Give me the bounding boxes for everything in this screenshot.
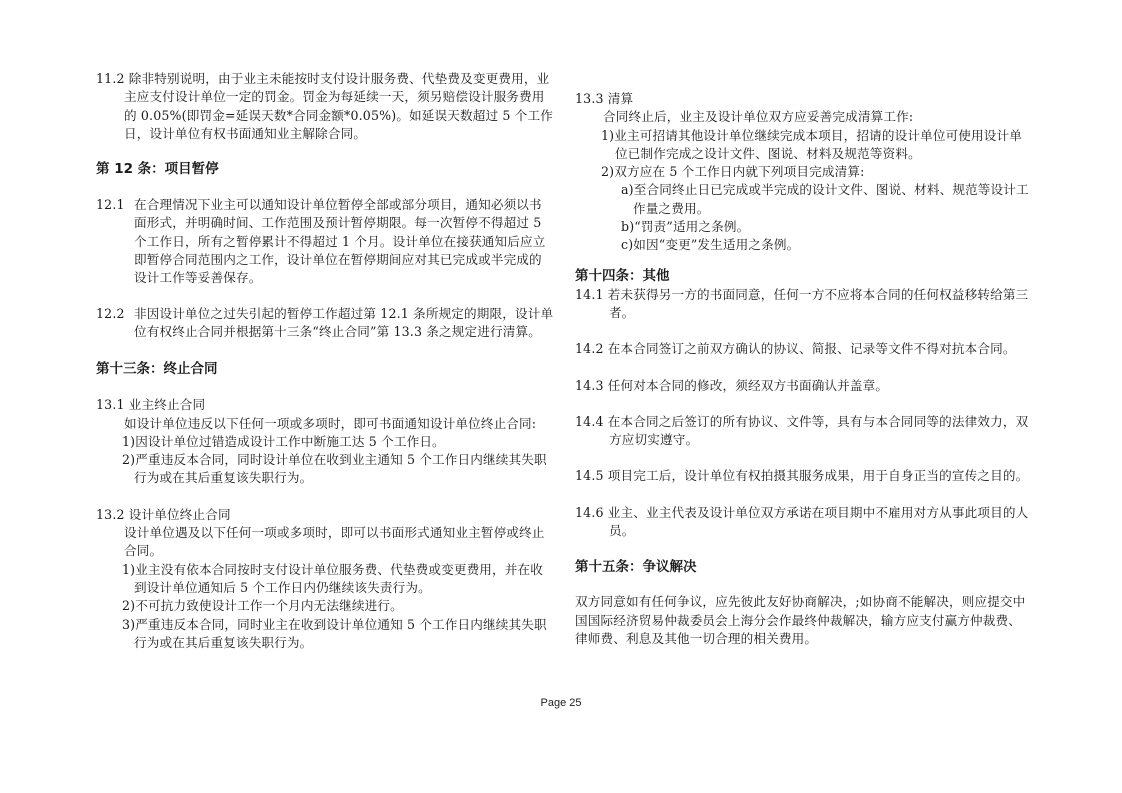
clause-13-3-intro: 合同终止后，业主及设计单位双方应妥善完成清算工作: <box>603 109 914 125</box>
clause-11-2: 11.2 除非特别说明，由于业主未能按时支付设计服务费、代垫费及变更费用，业主应支付设计单位一定的罚金。罚金为每延续一天，须另赔偿设计服务费用的 0.05%(即罚金=延误天数*合同金额*0.05%)。如延误天数超过 5 个工作日，设计单位有权书面通知业主解除合同。 <box>96 71 553 141</box>
clause-13-1-title: 13.1 业主终止合同 <box>96 397 206 413</box>
clause-13-2-item-3: 3)严重违反本合同，同时业主在收到设计单位通知 5 个工作日内继续其失职行为或在其后重复该失职行为。 <box>122 616 547 650</box>
clause-13-1-item-1: 1)因设计单位过错造成设计工作中断施工达 5 个工作日。 <box>122 433 445 449</box>
clause-12-1 <box>96 196 554 287</box>
section-12-heading: 第 12 条：项目暂停 <box>96 161 219 178</box>
left-column <box>96 70 554 652</box>
clause-12-2-number: 12.2 <box>96 305 125 321</box>
clause-13-3-item-2a: a)至合同终止日已完成或半完成的设计文件、图说、材料、规范等设计工作量之费用。 <box>621 182 1029 216</box>
clause-13-3-item-2c: c)如因“变更”发生适用之条例。 <box>621 237 800 253</box>
clause-13-1-item-2: 2)严重违反本合同，同时设计单位在收到业主通知 5 个工作日内继续其失职行为或在其后重复该失职行为。 <box>122 452 547 486</box>
clause-13-2-item-2: 2)不可抗力致使设计工作一个月内无法继续进行。 <box>122 598 403 614</box>
clause-12-1-number: 12.1 <box>96 197 125 213</box>
clause-13-1-intro: 如设计单位违反以下任何一项或多项时，即可书面通知设计单位终止合同: <box>124 415 537 431</box>
clause-13-2-title: 13.2 设计单位终止合同 <box>96 506 231 522</box>
clause-14-2: 14.2 在本合同签订之前双方确认的协议、简报、记录等文件不得对抗本合同。 <box>575 341 1016 357</box>
clause-13-3-item-1: 1)业主可招请其他设计单位继续完成本项目，招请的设计单位可使用设计单位已制作完成之设计文件、图说、材料及规范等资料。 <box>601 127 1023 161</box>
clause-14-3: 14.3 任何对本合同的修改，须经双方书面确认并盖章。 <box>575 377 889 393</box>
section-14-heading: 第十四条：其他 <box>575 267 670 284</box>
clause-14-4: 14.4 在本合同之后签订的所有协议、文件等，具有与本合同同等的法律效力，双方应切实遵守。 <box>575 413 1029 448</box>
section-13-heading: 第十三条：终止合同 <box>96 361 218 378</box>
clause-14-6: 14.6 业主、业主代表及设计单位双方承诺在项目期中不雇用对方从事此项目的人员。 <box>575 504 1029 539</box>
clause-15-text: 双方同意如有任何争议，应先彼此友好协商解决，;如协商不能解决，则应提交中国国际经济贸易仲裁委员会上海分会作最终仲裁解决，输方应支付赢方仲裁费、律师费、利息及其他一切合理的相关费用。 <box>575 594 1026 646</box>
clause-14-1: 14.1 若未获得另一方的书面同意，任何一方不应将本合同的任何权益移转给第三者。 <box>575 286 1029 320</box>
clause-12-1-text: 在合理情况下业主可以通知设计单位暂停全部或部分项目，通知必须以书面形式，并明确时间、工作范围及预计暂停期限。每一次暂停不得超过 5 个工作日，所有之暂停累计不得超过 1 个月。设计单位在接获通知后应立即暂停合同范围内之工作，设计单位在暂停期间应对其已完成或半完成的设计工作等妥善保存。 <box>134 197 546 286</box>
clause-13-3-item-2b: b)“罚责”适用之条例。 <box>621 219 750 235</box>
clause-12-2 <box>96 305 554 342</box>
clause-12-2-text: 非因设计单位之过失引起的暂停工作超过第 12.1 条所规定的期限，设计单位有权终止合同并根据第十三条“终止合同”第 13.3 条之规定进行清算。 <box>134 305 554 339</box>
clause-13-3-item-2: 2)双方应在 5 个工作日内就下列项目完成清算: <box>601 164 865 180</box>
clause-13-2-item-1: 1)业主没有依本合同按时支付设计单位服务费、代垫费或变更费用，并在收到设计单位通知后 5 个工作日内仍继续该失责行为。 <box>122 561 544 595</box>
section-15-heading: 第十五条：争议解决 <box>575 559 697 576</box>
page-number: Page 25 <box>540 697 582 709</box>
clause-14-5: 14.5 项目完工后，设计单位有权拍摄其服务成果，用于自身正当的宣传之目的。 <box>575 468 1029 484</box>
clause-13-3-title: 13.3 清算 <box>575 91 634 106</box>
right-column <box>575 90 1033 648</box>
clause-13-2-intro: 设计单位遇及以下任何一项或多项时，即可以书面形式通知业主暂停或终止合同。 <box>124 525 545 559</box>
